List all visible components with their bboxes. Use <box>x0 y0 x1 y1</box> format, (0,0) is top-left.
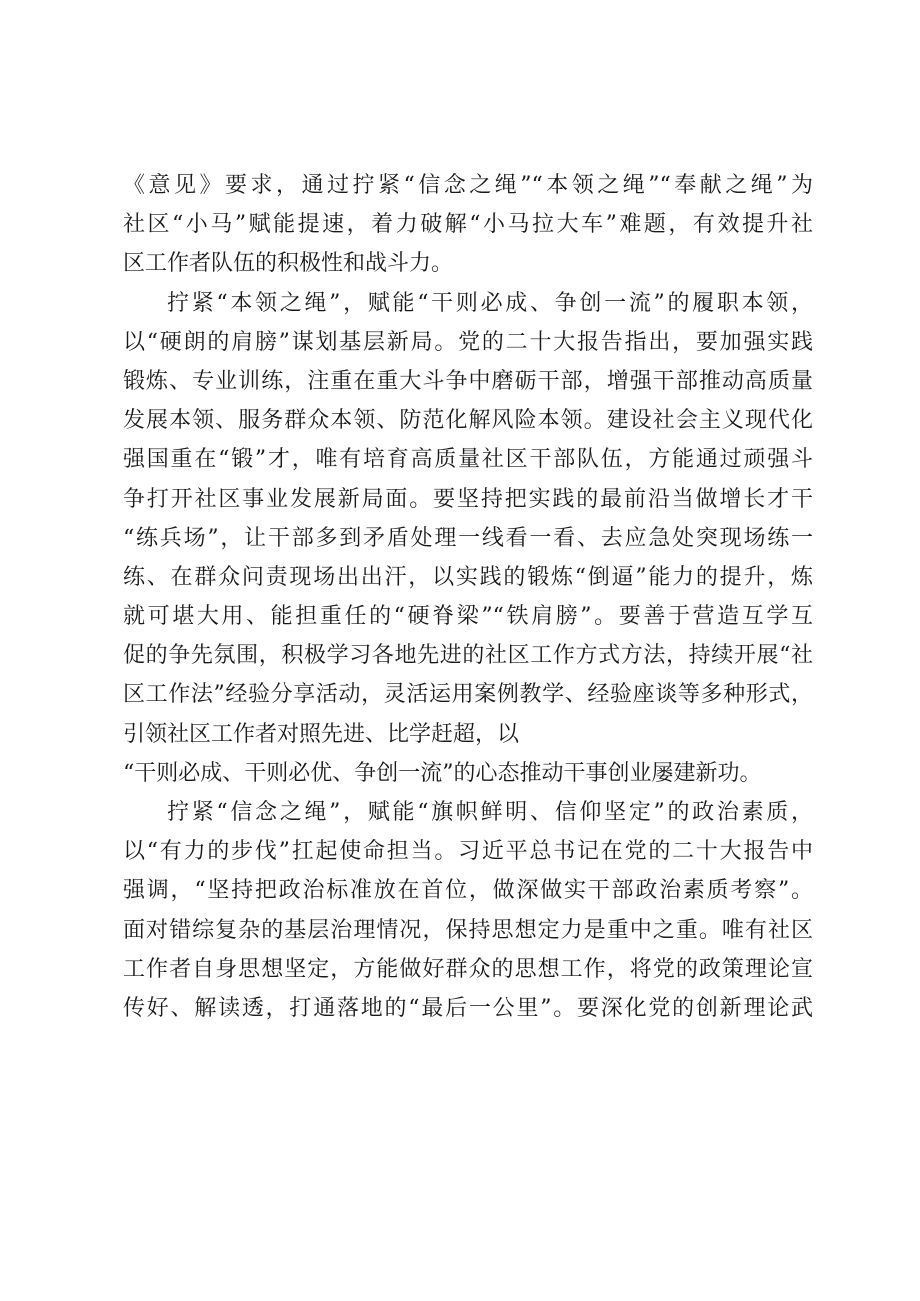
text-line: 发展本领、服务群众本领、防范化解风险本领。建设社会主义现代化 <box>123 408 813 434</box>
text-line: “练兵场”，让干部多到矛盾处理一线看一看、去应急处突现场练一 <box>123 525 813 551</box>
paragraph-start-line: 拧紧“信念之绳”，赋能“旗帜鲜明、信仰坚定”的政治素质， <box>167 800 813 825</box>
text-line: 引领社区工作者对照先进、比学赶超，以 <box>123 721 520 747</box>
text-line: 以“有力的步伐”扛起使命担当。习近平总书记在党的二十大报告中 <box>123 839 813 865</box>
text-line: 区工作法”经验分享活动，灵活运用案例教学、经验座谈等多种形式， <box>123 682 813 708</box>
paragraph-start-line: 拧紧“本领之绳”，赋能“干则必成、争创一流”的履职本领， <box>167 290 813 316</box>
document-body <box>123 166 813 1028</box>
text-line: 就可堪大用、能担重任的“硬脊梁”“铁肩膀”。要善于营造互学互 <box>123 604 813 630</box>
text-line: 《意见》要求，通过拧紧“信念之绳”“本领之绳”“奉献之绳”为 <box>123 173 813 198</box>
text-line: 以“硬朗的肩膀”谋划基层新局。党的二十大报告指出，要加强实践 <box>123 329 813 355</box>
text-line: 强调，“坚持把政治标准放在首位，做深做实干部政治素质考察”。 <box>123 878 813 904</box>
text-line: 练、在群众问责现场出出汗，以实践的锻炼“倒逼”能力的提升，炼 <box>123 564 813 590</box>
text-line: 促的争先氛围，积极学习各地先进的社区工作方式方法，持续开展“社 <box>123 643 813 669</box>
text-line: 区工作者队伍的积极性和战斗力。 <box>123 251 454 277</box>
text-line: 社区“小马”赋能提速，着力破解“小马拉大车”难题，有效提升社 <box>123 212 813 238</box>
text-line: 锻炼、专业训练，注重在重大斗争中磨砺干部，增强干部推动高质量 <box>123 368 813 394</box>
text-line: 面对错综复杂的基层治理情况，保持思想定力是重中之重。唯有社区 <box>123 917 813 943</box>
text-line: 传好、解读透，打通落地的“最后一公里”。要深化党的创新理论武 <box>123 995 813 1021</box>
text-line: 强国重在“锻”才，唯有培育高质量社区干部队伍，方能通过顽强斗 <box>123 447 813 473</box>
text-line: “干则必成、干则必优、争创一流”的心态推动干事创业屡建新功。 <box>123 760 762 786</box>
text-line: 工作者自身思想坚定，方能做好群众的思想工作，将党的政策理论宣 <box>123 956 813 982</box>
text-line: 争打开社区事业发展新局面。要坚持把实践的最前沿当做增长才干 <box>123 486 813 512</box>
